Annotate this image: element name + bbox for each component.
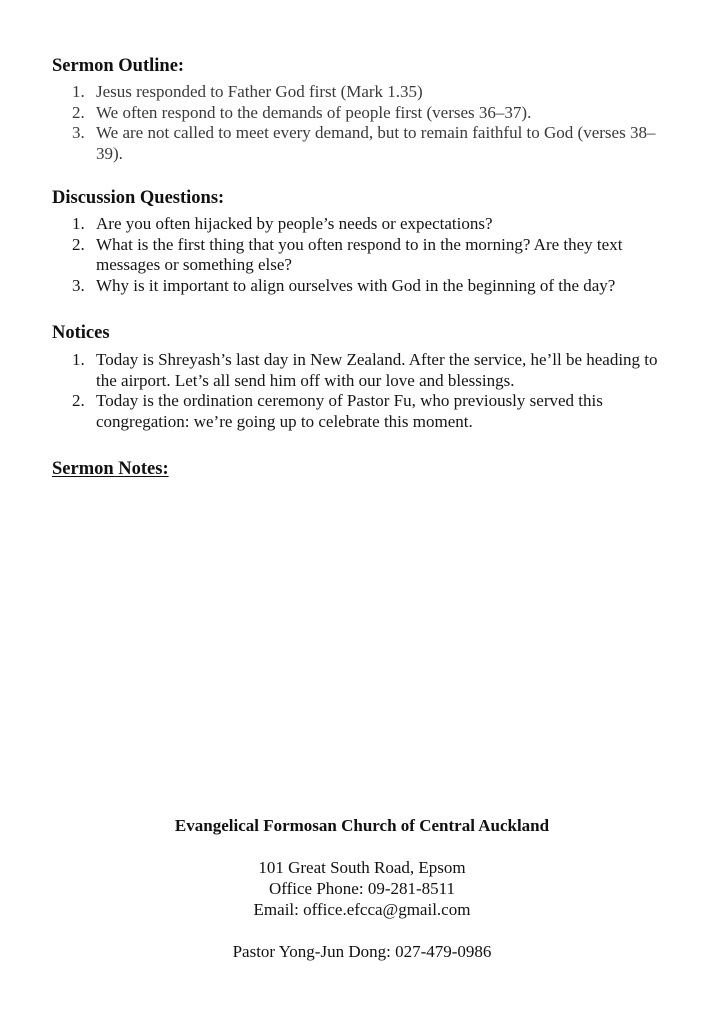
sermon-notes-heading: Sermon Notes: [52, 459, 169, 479]
item-text: Why is it important to align ourselves with God in the beginning of the day? [96, 275, 616, 295]
item-number: 1. [72, 350, 85, 369]
item-text: We often respond to the demands of people first (verses 36–37). [96, 102, 532, 122]
list-item [52, 103, 672, 124]
list-item [52, 82, 672, 103]
church-name: Evangelical Formosan Church of Central Auckland [174, 816, 550, 835]
list-item [52, 276, 672, 297]
list-item [52, 123, 672, 164]
item-number: 3. [72, 275, 85, 295]
item-text: Today is the ordination ceremony of Pastor Fu, who previously served this congregation: we’re going up to celebrate this moment. [96, 391, 603, 431]
sermon-outline-heading: Sermon Outline: [52, 56, 185, 76]
church-address: 101 Great South Road, Epsom [258, 858, 466, 877]
list-item [52, 391, 672, 432]
sermon-outline-list [52, 82, 672, 164]
item-text: We are not called to meet every demand, but to remain faithful to God (verses 38–39). [96, 123, 656, 163]
office-email: Email: office.efcca@gmail.com [253, 900, 471, 919]
item-number: 2. [72, 234, 85, 254]
list-item [52, 235, 672, 276]
item-text: What is the first thing that you often respond to in the morning? Are they text messages or something else? [96, 234, 623, 275]
list-item [52, 214, 672, 235]
list-item [52, 350, 672, 391]
discussion-list [52, 214, 672, 296]
church-footer [0, 815, 724, 962]
pastor-contact: Pastor Yong-Jun Dong: 027-479-0986 [232, 942, 492, 961]
item-number: 1. [72, 82, 85, 101]
item-text: Are you often hijacked by people’s needs or expectations? [96, 214, 493, 233]
item-text: Jesus responded to Father God first (Mark 1.35) [96, 82, 423, 101]
item-number: 2. [72, 391, 85, 411]
item-number: 3. [72, 123, 85, 143]
office-phone: Office Phone: 09-281-8511 [268, 879, 456, 898]
notices-list [52, 350, 672, 432]
discussion-heading: Discussion Questions: [52, 188, 225, 208]
notices-heading: Notices [52, 323, 110, 343]
item-number: 2. [72, 102, 85, 122]
item-number: 1. [72, 214, 85, 233]
item-text: Today is Shreyash’s last day in New Zealand. After the service, he’ll be heading to the airport. Let’s all send him off with our love and blessings. [96, 350, 658, 390]
